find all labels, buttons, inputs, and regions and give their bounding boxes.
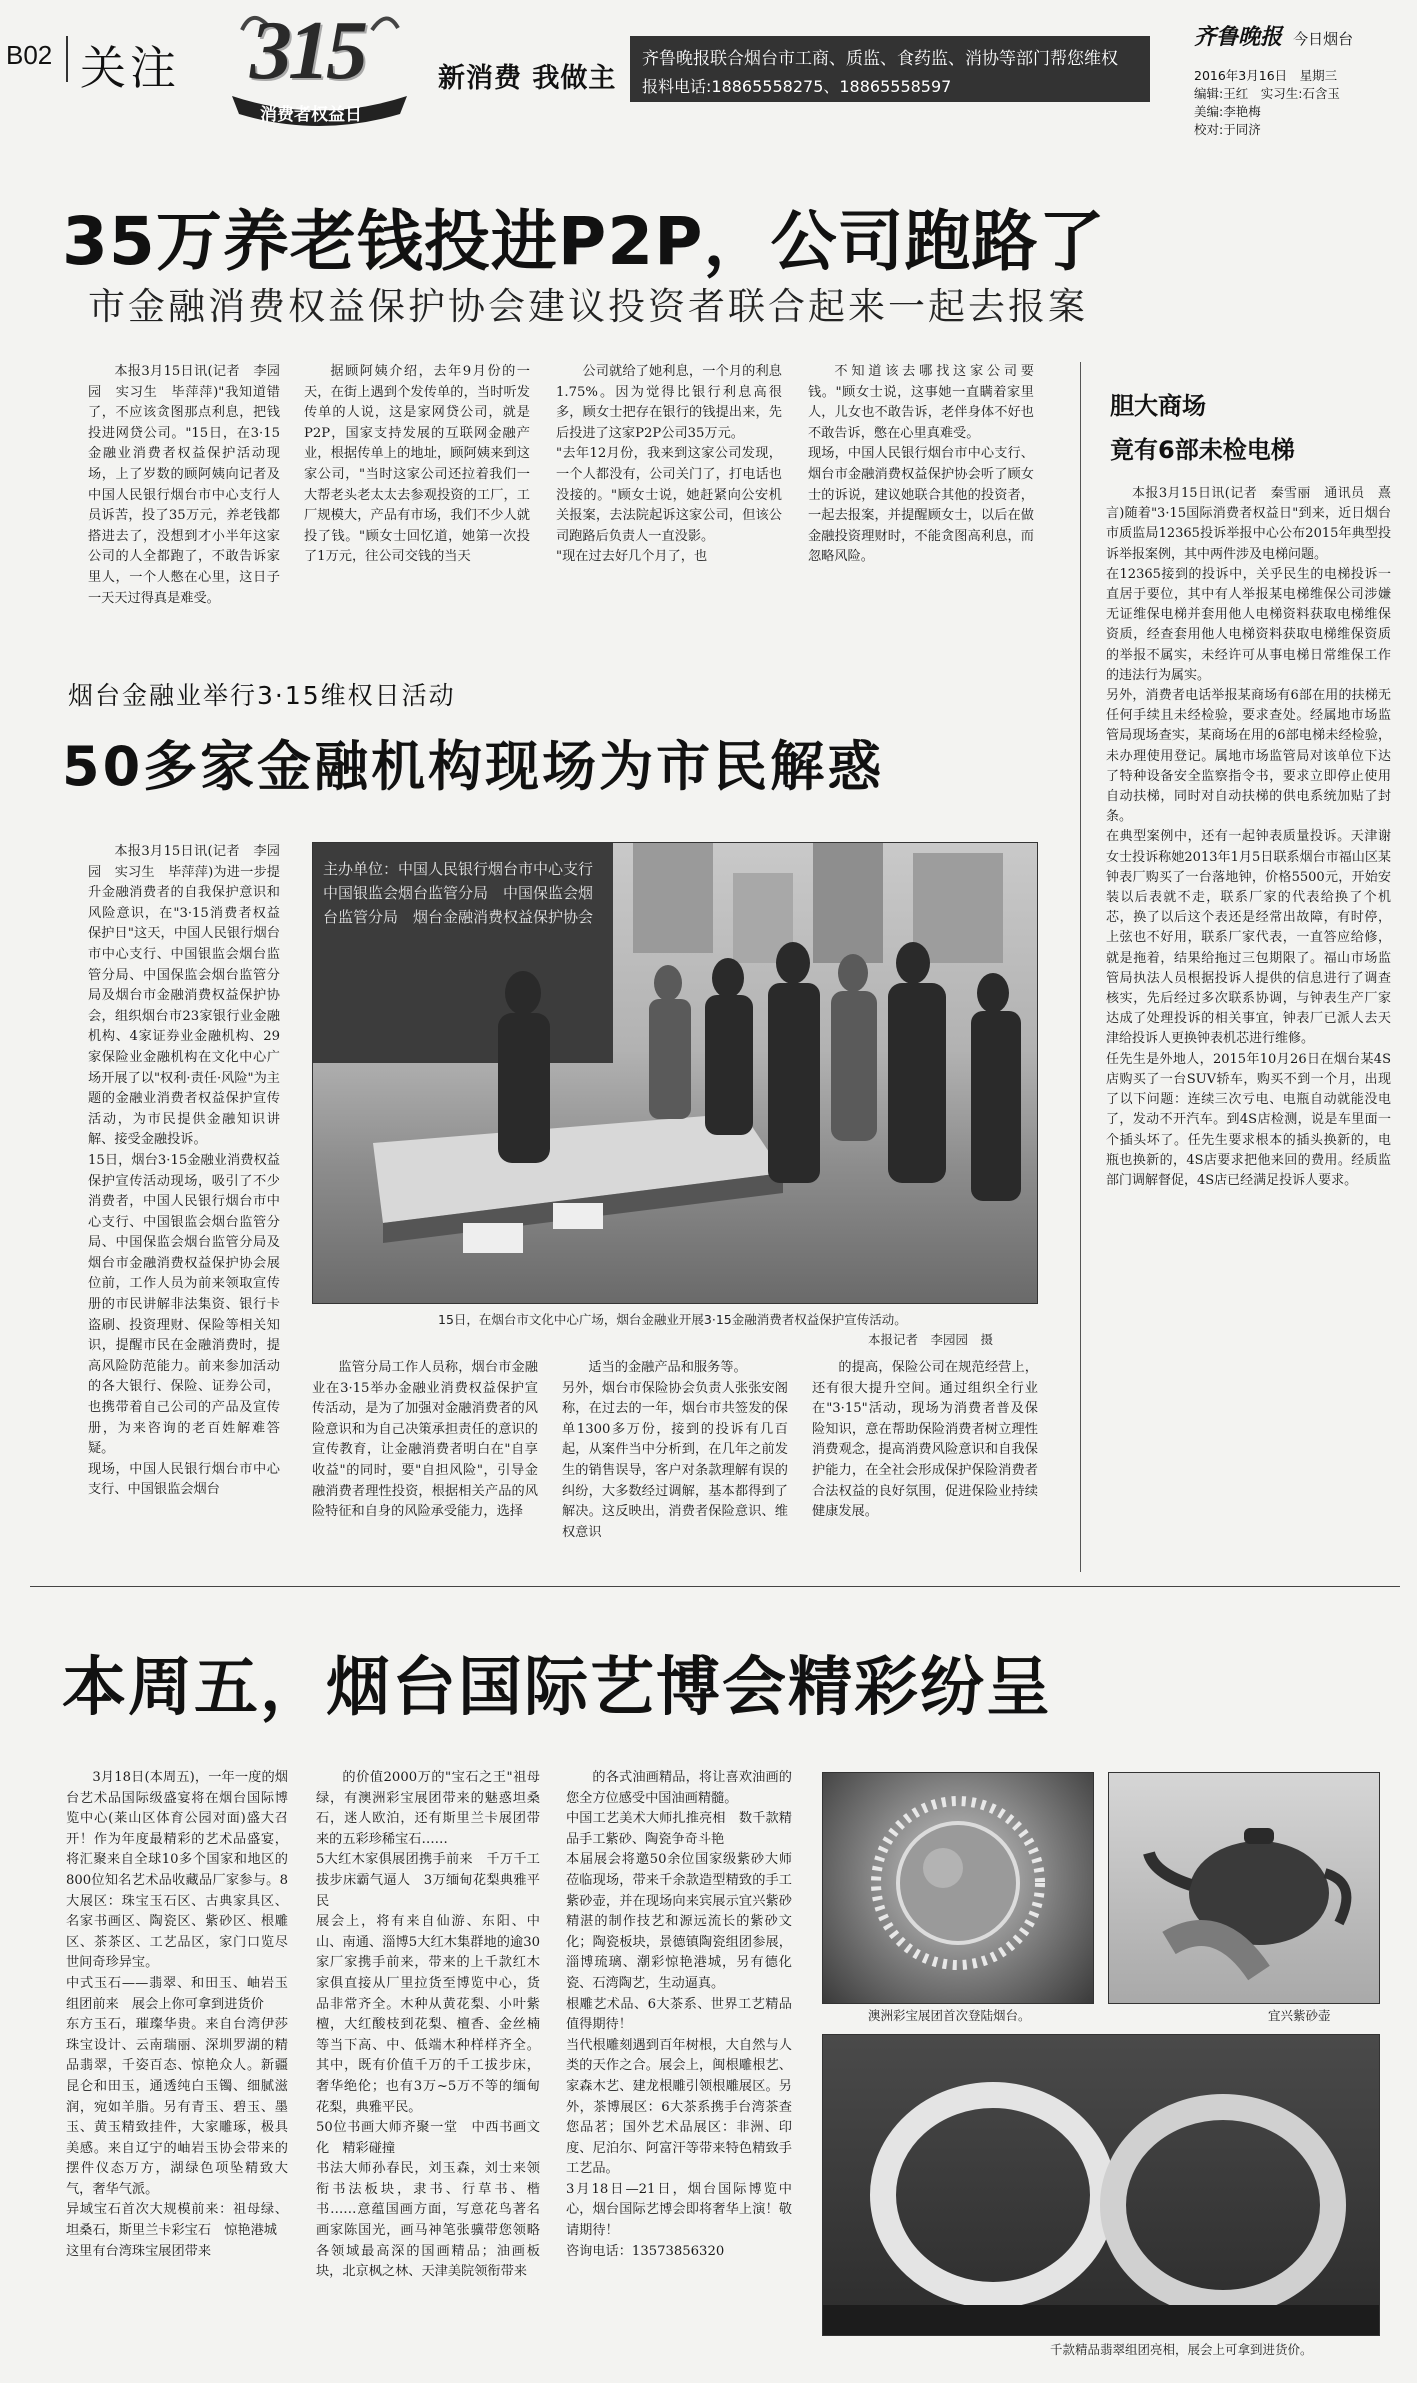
jade-bangle-icon: [823, 2035, 1379, 2335]
story2-headline: 50多家金融机构现场为市民解惑: [62, 735, 885, 798]
badge-number: 315: [250, 4, 364, 97]
story3-headline: 本周五，烟台国际艺博会精彩纷呈: [62, 1651, 1052, 1725]
sidebar-title-1: 胆大商场: [1110, 392, 1206, 420]
story2-column-2: [312, 1358, 538, 1562]
proof-credit: 校对:于同济: [1194, 122, 1261, 137]
story3-col3-text: 的各式油画精品，将让喜欢油画的您全方位感受中国油画精髓。 中国工艺美术大师扎推亮相 数千款精品手工紫砂、陶瓷争奇斗艳 本届展会将邀50余位国家级紫砂大师莅临现场，带来千余款造型精致的手工紫砂壶，并在现场向来宾展示宜兴紫砂精湛的制作技艺和源远流长的紫砂文化；陶瓷板块，景德镇陶瓷组团参展，淄博琉璃、潮彩惊艳港城，另有德化瓷、石湾陶艺，生动逼真。 根雕艺术品、6大茶系、世界工艺精品 值得期待！ 当代根雕刻遇到百年树根，大自然与人类的天作之合。展会上，闽根雕根艺、家森木艺、建龙根雕引领根雕展区。另外，茶博展区：6大茶系携手台湾茶查您品茗；国外艺术品展区：非洲、印度、尼泊尔、阿富汗等带来特色精致手工艺品。 3月18日—21日，烟台国际博览中心，烟台国际艺博会即将奢华上演！敬请期待！ 咨询电话：13573856320: [566, 1770, 792, 2259]
section-title: 关注: [80, 41, 180, 95]
story1-col4-text: 不知道该去哪找这家公司要钱。"顾女士说，这事她一直瞒着家里人，儿女也不敢告诉，老伴身体不好也不敢告诉，憋在心里真难受。 现场，中国人民银行烟台市中心支行、烟台市金融消费权益保护协会听了顾女士的诉说，建议她联合其他的投资者，一起去报案，并提醒顾女士，以后在做金融投资理财时，不能贪图高利息，而忽略风险。: [808, 364, 1034, 565]
story1-col1-text: 本报3月15日讯(记者 李园园 实习生 毕萍萍)"我知道错了，不应该贪图那点利息，把钱投进网贷公司。"15日，在3·15金融业消费者权益保护活动现场，上了岁数的顾阿姨向记者及中国人民银行烟台市中心支行人员诉苦，投了35万元，养老钱都搭进去了，没想到才小半年这家公司的人全都跑了，不敢告诉家里人，一个人憋在心里，这日子一天天过得真是难受。: [88, 364, 280, 606]
story3-col1-text: 3月18日(本周五)，一年一度的烟台艺术品国际级盛宴将在烟台国际博览中心(莱山区体育公园对面)盛大召开！作为年度最精彩的艺术品盛宴，将汇聚来自全球10多个国家和地区的800位知名艺术品收藏品厂家参与。8大展区：珠宝玉石区、古典家具区、名家书画区、陶瓷区、紫砂区、根雕区、茶茶区、工艺品区，家门口览尽世间奇珍异宝。 中式玉石——翡翠、和田玉、岫岩玉 组团前来 展会上你可拿到进货价 东方玉石，璀璨华贵。来自台湾伊莎珠宝设计、云南瑞丽、深圳罗湖的精品翡翠，千姿百态、惊艳众人。新疆昆仑和田玉，通透纯白玉镯、细腻滋润，宛如羊脂。另有青玉、碧玉、墨玉、黄玉精致挂件，大家雕琢，极具美感。来自辽宁的岫岩玉协会带来的摆件仪态万方，湖绿色项坠精致大气，奢华气派。 异域宝石首次大规模前来：祖母绿、坦桑石，斯里兰卡彩宝石 惊艳港城 这里有台湾珠宝展团带来: [66, 1770, 288, 2259]
sidebar-divider: [1080, 362, 1081, 1572]
story2-kicker: 烟台金融业举行3·15维权日活动: [68, 681, 456, 710]
consumer-day-badge: [222, 0, 417, 128]
teapot-photo: [1108, 1772, 1380, 2004]
opal-caption: 澳洲彩宝展团首次登陆烟台。: [868, 2008, 1031, 2023]
sidebar-text: [1106, 484, 1391, 1574]
story3-column-3: [566, 1768, 792, 2374]
teapot-caption: 宜兴紫砂壶: [1268, 2008, 1331, 2023]
finance-event-photo: [312, 842, 1038, 1304]
paper-name: 齐鲁晚报: [1194, 24, 1283, 50]
page-number: B02: [6, 40, 53, 70]
sidebar-body: 本报3月15日讯(记者 秦雪丽 通讯员 熹言)随着"3·15国际消费者权益日"到来，近日烟台市质监局12365投诉举报中心公布2015年典型投诉举报案例，其中两件涉及电梯问题。 在12365接到的投诉中，关乎民生的电梯投诉一直居于要位，其中有人举报某电梯维保公司涉嫌无证维保电梯并套用他人电梯资料获取电梯维保资质，经查套用他人电梯资料获取电梯维保资质的举报不属实，未经许可从事电梯日常维保工作的违法行为属实。 另外，消费者电话举报某商场有6部在用的扶梯无任何手续且未经检验，要求查处。经属地市场监管局现场查实，某商场在用的6部电梯未经检验，未办理使用登记。属地市场监管局对该单位下达了特种设备安全监察指令书，要求立即停止使用自动扶梯，同时对自动扶梯的供电系统加贴了封条。 在典型案例中，还有一起钟表质量投诉。天津谢女士投诉称她2013年1月5日联系烟台市福山区某钟表厂购买了一台落地钟，价格5500元，开始安装以后表就不走，联系厂家的代表给换了个机芯，换了以后这个表还是经常出故障，有时停，上弦也不好用，联系厂家代表，一直答应给修，就是拖着，结果给拖过三包期限了。福山市场监管局执法人员根据投诉人提供的信息进行了调查核实，先后经过多次联系协调，与钟表生产厂家达成了处理投诉的相关事宜，钟表厂已派人去天津给投诉人更换钟表机芯进行维修。 任先生是外地人，2015年10月26日在烟台某4S店购买了一台SUV轿车，购买不到一个月，出现了以下问题：连续三次亏电、电瓶自动就能没电了，发动不开汽车。到4S店检测，说是车里面一个插头坏了。任先生要求根本的插头换新的，电瓶也换新的，4S店要求把他来回的费用。经质监部门调解督促，4S店已经满足投诉人要求。: [1106, 486, 1391, 1188]
story2-column-1: [88, 842, 280, 1560]
editor-credit: 编辑:王红 实习生:石含玉: [1194, 86, 1340, 101]
badge-subtitle: 消费者权益日: [260, 105, 362, 125]
event-photo-caption: 15日，在烟台市文化中心广场，烟台金融业开展3·15金融消费者权益保护宣传活动。: [438, 1312, 907, 1327]
story1-column-4: [808, 362, 1034, 624]
art-credit: 美编:李艳梅: [1194, 104, 1261, 119]
event-banner-text: 主办单位：中国人民银行烟台市中心支行 中国银监会烟台监管分局 中国保监会烟台监管分局 烟台金融消费权益保护协会: [323, 860, 609, 926]
jade-bangle-photo: [822, 2034, 1380, 2336]
teapot-icon: [1109, 1773, 1379, 2003]
story3-column-2: [316, 1768, 540, 2374]
story1-column-1: [88, 362, 280, 624]
story2-column-3: [562, 1358, 788, 1562]
story1-col2-text: 据顾阿姨介绍，去年9月份的一天，在街上遇到个发传单的，当时听发传单的人说，这是家网贷公司，就是P2P，国家支持发展的互联网金融产业，根据传单上的地址，顾阿姨来到这家公司，"当时这家公司还拉着我们一大帮老头老太太去参观投资的工厂，工厂规模大，产品有市场，我们不少人就投了钱。"顾女士回忆道，她第一次投了1万元，往公司交钱的当天: [304, 364, 530, 565]
story1-subhead: 市金融消费权益保护协会建议投资者联合起来一起去报案: [88, 285, 1088, 328]
story1-column-3: [556, 362, 782, 624]
masthead-notice-bar: [630, 36, 1150, 102]
masthead-slogan: 新消费 我做主: [438, 63, 617, 94]
notice-text: 齐鲁晚报联合烟台市工商、质监、食药监、消协等部门帮您维权: [642, 49, 1118, 69]
hotline-text: 报料电话:18865558275、18865558597: [642, 77, 952, 96]
section-separator: [30, 1586, 1400, 1587]
event-photo-credit: 本报记者 李园园 摄: [868, 1332, 994, 1347]
jade-caption: 千款精品翡翠组团亮相，展会上可拿到进货价。: [1050, 2342, 1313, 2357]
story1-headline: 35万养老钱投进P2P，公司跑路了: [62, 203, 1106, 280]
story2-column-4: [812, 1358, 1038, 1562]
paper-edition: 今日烟台: [1293, 30, 1354, 48]
story2-col3-text: 适当的金融产品和服务等。 另外，烟台市保险协会负责人张张安阁称，在过去的一年，烟台市共签发的保单1300多万份，接到的投诉有几百起，从案件当中分析到，在几年之前发生的销售误导，客户对条款理解有误的纠纷，大多数经过调解，基本都得到了解决。这反映出，消费者保险意识、维权意识: [562, 1360, 788, 1540]
opal-brooch-photo: [822, 1772, 1094, 2004]
issue-date: 2016年3月16日 星期三: [1194, 68, 1338, 83]
paper-logo: [1194, 20, 1353, 51]
story1-column-2: [304, 362, 530, 624]
story2-col2-text: 监管分局工作人员称，烟台市金融业在3·15举办金融业消费权益保护宣传活动，是为了加强对金融消费者的风险意识和为自己决策承担责任的意识的宣传教育，让金融消费者明白在"自享收益"的同时，要"自担风险"，引导金融消费者理性投资，根据相关产品的风险特征和自身的风险承受能力，选择: [312, 1360, 538, 1520]
story3-column-1: [66, 1768, 288, 2374]
opal-brooch-icon: [823, 1773, 1093, 2003]
story2-col1-text: 本报3月15日讯(记者 李园园 实习生 毕萍萍)为进一步提升金融消费者的自我保护意识和风险意识，在"3·15消费者权益保护日"这天，中国人民银行烟台市中心支行、中国银监会烟台监管分局、中国保监会烟台监管分局及烟台市金融消费权益保护协会，组织烟台市23家银行业金融机构、4家证券业金融机构、29家保险业金融机构在文化中心广场开展了以"权利·责任·风险"为主题的金融业消费者权益保护宣传活动，为市民提供金融知识讲解、接受金融投诉。 15日，烟台3·15金融业消费权益保护宣传活动现场，吸引了不少消费者，中国人民银行烟台市中心支行、中国银监会烟台监管分局、中国保监会烟台监管分局及烟台市金融消费权益保护协会展位前，工作人员为前来领取宣传册的市民讲解非法集资、银行卡盗刷、投资理财、保险等相关知识，提醒市民在金融消费时，提高风险防范能力。前来参加活动的各大银行、保险、证券公司，也携带着自己公司的产品及宣传册，为来咨询的老百姓解难答疑。 现场，中国人民银行烟台市中心支行、中国银监会烟台: [88, 844, 280, 1498]
story2-col4-text: 的提高，保险公司在规范经营上，还有很大提升空间。通过组织全行业在"3·15"活动，现场为消费者普及保险知识，意在帮助保险消费者树立理性消费观念，提高消费风险意识和自我保护能力，在全社会形成保护保险消费者合法权益的良好氛围，促进保险业持续健康发展。: [812, 1360, 1038, 1520]
story1-col3-text: 公司就给了她利息，一个月的利息1.75%。因为觉得比银行利息高很多，顾女士把存在银行的钱提出来，先后投进了这家P2P公司35万元。 "去年12月份，我来到这家公司发现，一个人都没有，公司关门了，打电话也没接的。"顾女士说，她赶紧向公安机关报案，去法院起诉这家公司，但该公司跑路后负责人一直没影。 "现在过去好几个月了，也: [556, 364, 782, 565]
story3-col2-text: 的价值2000万的"宝石之王"祖母绿，有澳洲彩宝展团带来的魅惑坦桑石，迷人欧泊，还有斯里兰卡展团带来的五彩珍稀宝石…… 5大红木家俱展团携手前来 千万千工拔步床霸气逼人 3万缅甸花梨典雅平民 展会上，将有来自仙游、东阳、中山、南通、淄博5大红木集群地的逾30家厂家携手前来，带来的上千款红木家俱直接从厂里拉货至博览中心，货品非常齐全。木种从黄花梨、小叶紫檀，大红酸枝到花梨、檀香、金丝楠等当下高、中、低端木种样样齐全。其中，既有价值千万的千工拔步床，奢华绝伦；也有3万~5万不等的缅甸花梨，典雅平民。 50位书画大师齐聚一堂 中西书画文化 精彩碰撞 书法大师孙春民，刘玉森，刘士来领衔书法板块，隶书、行草书、楷书……意蕴国画方面，写意花鸟著名画家陈国光，画马神笔张骥带您领略各领域最高深的国画精品；油画板块，北京枫之林、天津美院领衔带来: [316, 1770, 540, 2280]
masthead-divider: [66, 36, 68, 82]
sidebar-title-2: 竟有6部未检电梯: [1110, 436, 1295, 464]
